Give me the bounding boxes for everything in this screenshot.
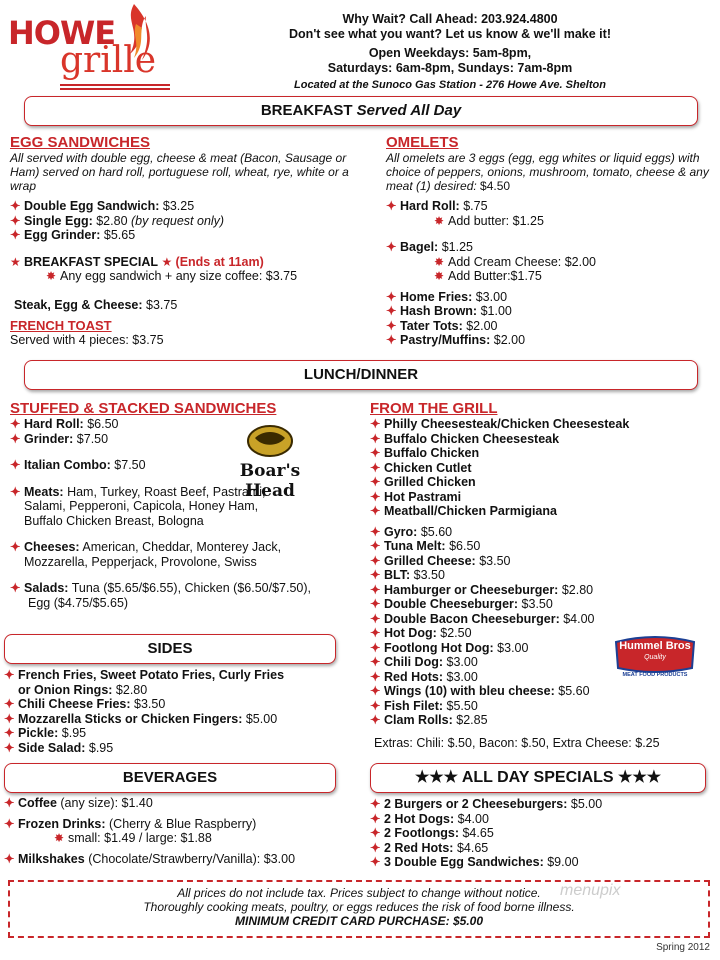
grill-priced-item: ✦ Chili Dog: $3.00	[370, 655, 478, 669]
hummel-text: Hummel Bros	[619, 640, 691, 652]
boar-icon	[245, 424, 295, 458]
omelet-bagel: ✦ Bagel: $1.25	[386, 240, 473, 254]
logo-grille: grille	[60, 40, 157, 81]
diamond-icon: ✦	[10, 228, 21, 242]
steak-egg-cheese: Steak, Egg & Cheese: $3.75	[14, 297, 178, 312]
diamond-icon: ✦	[4, 697, 15, 711]
diamond-icon: ✦	[370, 568, 381, 582]
lunch-dinner-banner: LUNCH/DINNER	[24, 360, 698, 390]
breakfast-banner	[24, 96, 698, 126]
grill-priced-item: ✦ Hot Dog: $2.50	[370, 626, 472, 640]
diamond-icon: ✦	[386, 240, 397, 254]
omelet-add-butter2: ✸ Add Butter:$1.75	[434, 269, 542, 283]
diamond-icon: ✦	[370, 684, 381, 698]
header-info	[180, 12, 720, 93]
sides-section	[4, 668, 354, 755]
header-hours-weekdays: Open Weekdays: 5am-8pm,	[368, 46, 532, 60]
side-item: ✦ Pickle: $.95	[4, 726, 87, 740]
stuffed-hard-roll: ✦ Hard Roll: $6.50	[10, 417, 119, 431]
diamond-icon: ✦	[370, 431, 381, 446]
grill-priced-item: ✦ Red Hots: $3.00	[370, 669, 478, 684]
diamond-icon: ✦	[4, 668, 15, 682]
diamond-icon: ✦	[370, 655, 381, 669]
diamond-icon: ✦	[370, 611, 381, 626]
omelets-title: OMELETS	[386, 134, 459, 151]
egg-sandwiches-section	[10, 134, 355, 348]
grill-item: ✦ Philly Cheesesteak/Chicken Cheesesteak	[370, 417, 630, 431]
omelet-item: ✦ Tater Tots: $2.00	[386, 318, 498, 333]
grill-priced-item: ✦ Fish Filet: $5.50	[370, 698, 478, 713]
watermark: menupix	[560, 882, 621, 899]
diamond-icon: ✦	[10, 484, 21, 499]
grill-item: ✦ Buffalo Chicken	[370, 446, 480, 460]
special-item: ✦ 2 Red Hots: $4.65	[370, 840, 489, 855]
breakfast-special-desc: ✸ Any egg sandwich + any size coffee: $3.75	[46, 269, 298, 283]
special-item: ✦ 3 Double Egg Sandwiches: $9.00	[370, 855, 579, 869]
diamond-icon: ✦	[370, 460, 381, 475]
side-item: ✦ Mozzarella Sticks or Chicken Fingers: $5.00	[4, 711, 278, 726]
diamond-icon: ✦	[10, 540, 21, 554]
stuffed-italian-combo: ✦ Italian Combo: $7.50	[10, 458, 146, 472]
omelet-item: ✦ Hash Brown: $1.00	[386, 304, 512, 318]
omelet-item: ✦ Pastry/Muffins: $2.00	[386, 333, 526, 347]
diamond-icon: ✦	[370, 597, 381, 611]
diamond-icon: ✦	[10, 458, 21, 472]
burst-icon: ✸	[54, 831, 65, 845]
season-label: Spring 2012	[656, 942, 710, 953]
grill-item: ✦ Hot Pastrami	[370, 489, 462, 504]
omelet-add-butter: ✸ Add butter: $1.25	[434, 213, 544, 228]
breakfast-special-note: (Ends at 11am)	[175, 254, 264, 269]
diamond-icon: ✦	[370, 698, 381, 713]
burst-icon: ✸	[434, 269, 445, 283]
stuffed-salads: ✦ Salads: Tuna ($5.65/$6.55), Chicken ($6.50/$7.50),	[10, 581, 311, 595]
beverages-section	[4, 796, 354, 866]
egg-item: ✦ Single Egg: $2.80 (by request only)	[10, 213, 225, 228]
burst-icon: ✸	[434, 254, 445, 269]
diamond-icon: ✦	[370, 811, 381, 826]
diamond-icon: ✦	[370, 626, 381, 640]
grill-priced-item: ✦ BLT: $3.50	[370, 568, 445, 582]
grill-priced-item: ✦ Clam Rolls: $2.85	[370, 713, 488, 727]
specials-title: ALL DAY SPECIALS	[461, 769, 614, 786]
bev-frozen-sizes: ✸ small: $1.49 / large: $1.88	[54, 831, 212, 845]
burst-icon: ✸	[434, 213, 445, 228]
grill-section	[370, 400, 715, 750]
omelet-hard-roll: ✦ Hard Roll: $.75	[386, 199, 488, 213]
header-phone: Why Wait? Call Ahead: 203.924.4800	[342, 12, 558, 26]
grill-priced-item: ✦ Double Cheeseburger: $3.50	[370, 597, 553, 611]
diamond-icon: ✦	[386, 289, 397, 304]
star-icon: ★	[10, 254, 21, 269]
diamond-icon: ✦	[370, 669, 381, 684]
footer-line3: MINIMUM CREDIT CARD PURCHASE: $5.00	[234, 914, 484, 928]
grill-item: ✦ Chicken Cutlet	[370, 460, 472, 475]
grill-priced-item: ✦ Tuna Melt: $6.50	[370, 539, 481, 553]
diamond-icon: ✦	[370, 640, 381, 655]
sides-banner: SIDES	[4, 634, 336, 664]
breakfast-special-name: BREAKFAST SPECIAL	[24, 254, 159, 269]
diamond-icon: ✦	[370, 446, 381, 460]
diamond-icon: ✦	[370, 539, 381, 553]
logo-line	[60, 84, 170, 86]
diamond-icon: ✦	[370, 713, 381, 727]
grill-priced-item: ✦ Hamburger or Cheeseburger: $2.80	[370, 582, 594, 597]
diamond-icon: ✦	[10, 199, 21, 213]
diamond-icon: ✦	[370, 417, 381, 431]
egg-item: ✦ Double Egg Sandwich: $3.25	[10, 199, 195, 213]
stuffed-title: STUFFED & STACKED SANDWICHES	[10, 400, 277, 417]
hummel-quality: Quality	[644, 654, 666, 661]
sides-onion-rings: or Onion Rings: $2.80	[18, 682, 148, 697]
grill-extras: Extras: Chili: $.50, Bacon: $.50, Extra Cheese: $.25	[374, 735, 660, 750]
logo-howe: HOWE	[8, 14, 116, 52]
hummel-tagline: MEAT FOOD PRODUCTS	[622, 672, 688, 678]
omelets-section	[386, 134, 716, 348]
footer-line1: All prices do not include tax. Prices subject to change without notice.	[177, 886, 541, 900]
special-item: ✦ 2 Hot Dogs: $4.00	[370, 811, 489, 826]
diamond-icon: ✦	[370, 582, 381, 597]
omelet-item: ✦ Home Fries: $3.00	[386, 289, 508, 304]
breakfast-banner-prefix: BREAKFAST	[260, 102, 353, 119]
diamond-icon: ✦	[386, 304, 397, 318]
diamond-icon: ✦	[370, 489, 381, 504]
grill-priced-item: ✦ Footlong Hot Dog: $3.00	[370, 640, 529, 655]
bev-coffee: ✦ Coffee (any size): $1.40	[4, 796, 153, 810]
diamond-icon: ✦	[4, 740, 15, 755]
diamond-icon: ✦	[10, 417, 21, 431]
diamond-icon: ✦	[10, 213, 21, 228]
stuffed-salads-line2: Egg ($4.75/$5.65)	[28, 595, 129, 610]
stuffed-meats: ✦ Meats: Ham, Turkey, Roast Beef, Pastrami,	[10, 484, 266, 499]
specials-section	[370, 797, 715, 870]
diamond-icon: ✦	[4, 796, 15, 810]
omelet-cream-cheese: ✸ Add Cream Cheese: $2.00	[434, 254, 597, 269]
stars-icon: ★★★	[414, 769, 458, 786]
diamond-icon: ✦	[370, 553, 381, 568]
stuffed-grinder: ✦ Grinder: $7.50	[10, 431, 109, 446]
diamond-icon: ✦	[370, 524, 381, 539]
diamond-icon: ✦	[10, 581, 21, 595]
diamond-icon: ✦	[370, 797, 381, 811]
grill-priced-item: ✦ Grilled Cheese: $3.50	[370, 553, 511, 568]
french-toast-title: FRENCH TOAST	[10, 318, 112, 333]
stuffed-cheeses-line2: Mozzarella, Pepperjack, Provolone, Swiss	[24, 554, 257, 569]
header-location: Located at the Sunoco Gas Station - 276 Howe Ave. Shelton	[294, 79, 606, 91]
diamond-icon: ✦	[4, 726, 15, 740]
side-item: ✦ Side Salad: $.95	[4, 740, 114, 755]
french-toast-desc: Served with 4 pieces: $3.75	[10, 333, 164, 347]
special-item: ✦ 2 Footlongs: $4.65	[370, 826, 494, 840]
header-custom: Don't see what you want? Let us know & we'll make it!	[289, 27, 611, 41]
bev-frozen: ✦ Frozen Drinks: (Cherry & Blue Raspberry)	[4, 816, 257, 831]
footer-line2: Thoroughly cooking meats, poultry, or eggs reduces the risk of food borne illness.	[143, 900, 575, 914]
diamond-icon: ✦	[10, 431, 21, 446]
breakfast-special	[10, 255, 355, 270]
beverages-banner: BEVERAGES	[4, 763, 336, 793]
bev-milkshakes: ✦ Milkshakes (Chocolate/Strawberry/Vanilla): $3.00	[4, 851, 296, 866]
diamond-icon: ✦	[370, 504, 381, 518]
grill-item: ✦ Meatball/Chicken Parmigiana	[370, 504, 557, 518]
burst-icon: ✸	[46, 269, 57, 283]
diamond-icon: ✦	[4, 711, 15, 726]
diamond-icon: ✦	[370, 855, 381, 869]
side-item: ✦ Chili Cheese Fries: $3.50	[4, 697, 166, 711]
header-hours-weekend: Saturdays: 6am-8pm, Sundays: 7am-8pm	[327, 61, 573, 75]
sides-fries: ✦ French Fries, Sweet Potato Fries, Curly Fries	[4, 668, 285, 682]
diamond-icon: ✦	[4, 851, 15, 866]
boars-head-text: Boar's Head	[239, 461, 301, 501]
diamond-icon: ✦	[370, 826, 381, 840]
diamond-icon: ✦	[386, 318, 397, 333]
stuffed-cheeses: ✦ Cheeses: American, Cheddar, Monterey Jack,	[10, 540, 282, 554]
egg-sandwiches-title: EGG SANDWICHES	[10, 134, 151, 151]
stuffed-meats-line2: Salami, Pepperoni, Capicola, Honey Ham,	[24, 499, 259, 513]
omelets-desc: All omelets are 3 eggs (egg, egg whites or liquid eggs) with choice of peppers, onions, mushroom, tomato, cheese & any meat (1) desired: $4.50	[386, 151, 709, 193]
grill-priced-item: ✦ Wings (10) with bleu cheese: $5.60	[370, 684, 590, 698]
grill-item: ✦ Grilled Chicken	[370, 475, 476, 489]
grill-priced-item: ✦ Double Bacon Cheeseburger: $4.00	[370, 611, 595, 626]
stars-icon: ★★★	[618, 769, 662, 786]
grill-priced-item: ✦ Gyro: $5.60	[370, 524, 453, 539]
diamond-icon: ✦	[4, 816, 15, 831]
specials-banner	[370, 763, 706, 793]
boars-head-logo	[220, 424, 320, 501]
stuffed-meats-line3: Buffalo Chicken Breast, Bologna	[24, 513, 204, 528]
special-item: ✦ 2 Burgers or 2 Cheeseburgers: $5.00	[370, 797, 603, 811]
star-icon: ★	[161, 254, 173, 269]
egg-item: ✦ Egg Grinder: $5.65	[10, 228, 136, 242]
breakfast-banner-suffix: Served All Day	[356, 102, 462, 119]
diamond-icon: ✦	[386, 199, 397, 213]
hummel-bros-logo	[612, 628, 698, 682]
diamond-icon: ✦	[370, 840, 381, 855]
logo-line	[60, 88, 170, 90]
grill-title: FROM THE GRILL	[370, 400, 498, 417]
egg-sandwiches-desc: All served with double egg, cheese & meat (Bacon, Sausage or Ham) served on hard roll, portuguese roll, wheat, rye, white or a wrap	[10, 151, 349, 193]
grill-item: ✦ Buffalo Chicken Cheesesteak	[370, 431, 560, 446]
diamond-icon: ✦	[386, 333, 397, 347]
diamond-icon: ✦	[370, 475, 381, 489]
